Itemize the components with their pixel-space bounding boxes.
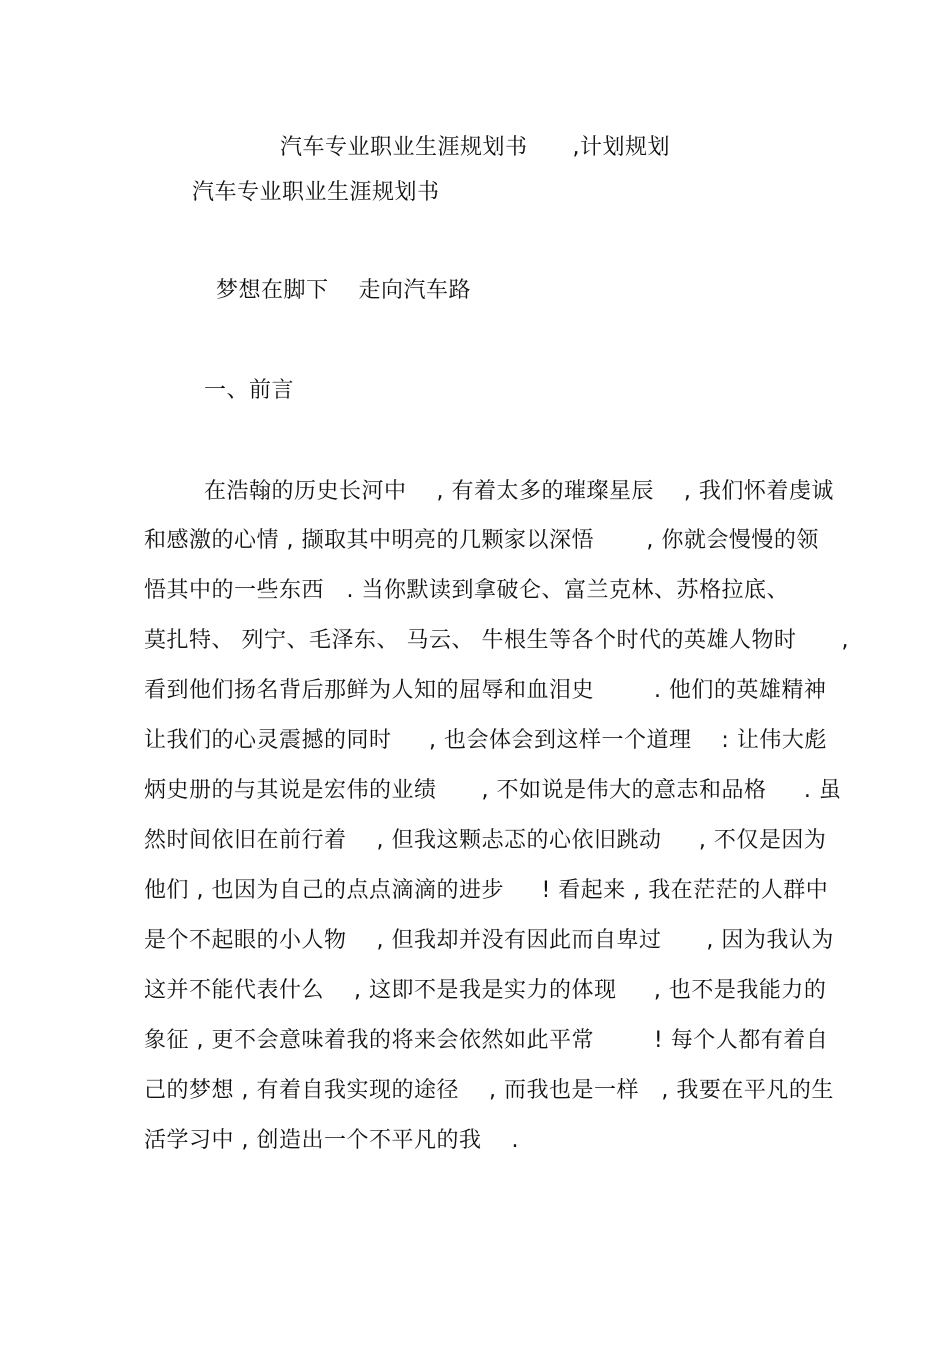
paragraph-line: 活学习中 , 创造出一个不平凡的我 . [144, 1128, 519, 1153]
paragraph-line: 在浩翰的历史长河中 , 有着太多的璀璨星辰 , 我们怀着虔诚 [204, 479, 834, 504]
paragraph-line: 这并不能代表什么 , 这即不是我是实力的体现 , 也不是我能力的 [144, 978, 827, 1003]
paragraph-line: 看到他们扬名背后那鲜为人知的屈辱和血泪史 . 他们的英雄精神 [144, 678, 827, 703]
paragraph-line: 莫扎特、 列宁、毛泽东、 马云、 牛根生等各个时代的英雄人物时 , [144, 628, 849, 653]
document-title: 汽车专业职业生涯规划书 ,计划规划 [280, 135, 670, 160]
paragraph-line: 己的梦想 , 有着自我实现的途径 , 而我也是一样 , 我要在平凡的生 [144, 1078, 834, 1103]
document-subtitle: 汽车专业职业生涯规划书 [192, 180, 440, 205]
paragraph-line: 他们 , 也因为自己的点点滴滴的进步 ! 看起来 , 我在茫茫的人群中 [144, 878, 829, 903]
paragraph-line: 然时间依旧在前行着 , 但我这颗忐忑的心依旧跳动 , 不仅是因为 [144, 828, 827, 853]
paragraph-line: 让我们的心灵震撼的同时 , 也会体会到这样一个道理 : 让伟大彪 [144, 728, 827, 753]
paragraph-line: 和感激的心情 , 撷取其中明亮的几颗家以深悟 , 你就会慢慢的领 [144, 528, 819, 553]
paragraph-line: 象征 , 更不会意味着我的将来会依然如此平常 ! 每个人都有着自 [144, 1028, 829, 1053]
paragraph-line: 是个不起眼的小人物 , 但我却并没有因此而自卑过 , 因为我认为 [144, 928, 834, 953]
paragraph-line: 悟其中的一些东西 . 当你默读到拿破仑、富兰克林、苏格拉底、 [144, 578, 789, 603]
motto-heading: 梦想在脚下 走向汽车路 [216, 278, 471, 303]
section-heading: 一、前言 [204, 378, 295, 403]
paragraph-line: 炳史册的与其说是宏伟的业绩 , 不如说是伟大的意志和品格 . 虽 [144, 778, 842, 803]
